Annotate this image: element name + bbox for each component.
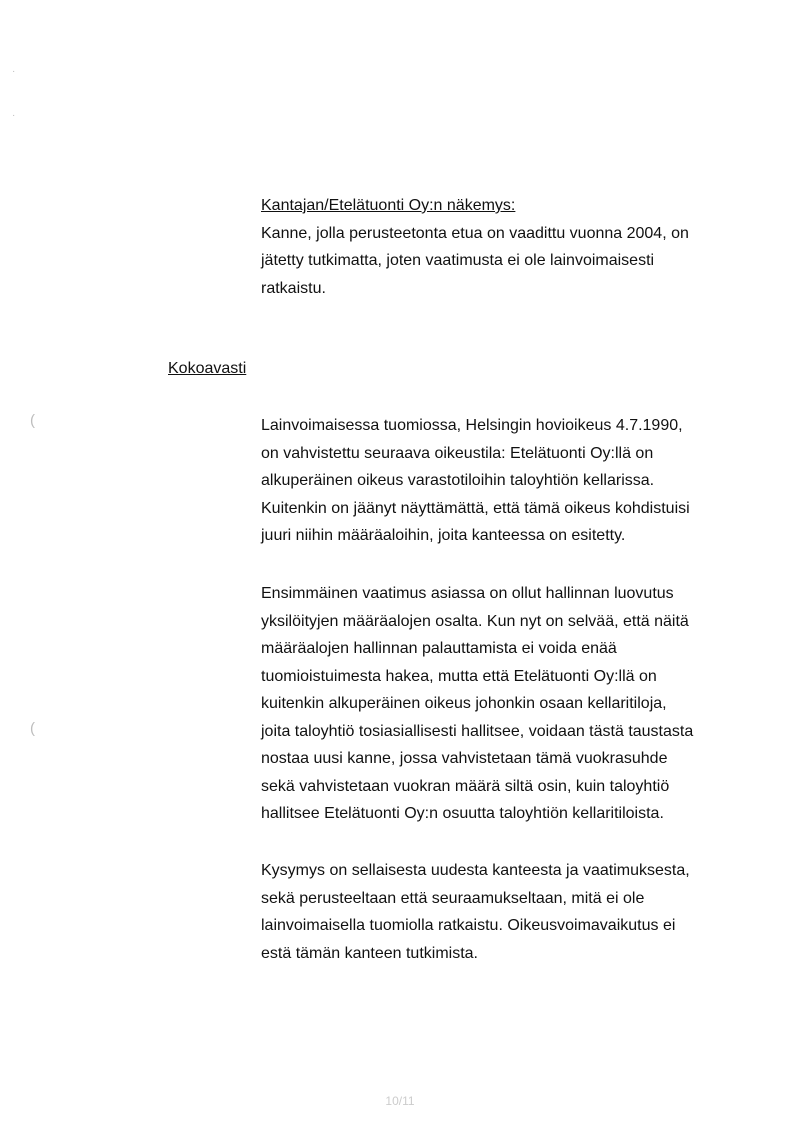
text-line: on vahvistettu seuraava oikeustila: Etelätuonti Oy:llä on: [261, 444, 654, 462]
text-line: lainvoimaisella tuomiolla ratkaistu. Oikeusvoimavaikutus ei: [261, 917, 676, 934]
section-heading: Kokoavasti: [168, 360, 247, 377]
text-line: estä tämän kanteen tutkimista.: [261, 944, 478, 962]
scan-speck: ·: [12, 110, 16, 121]
paragraph: [261, 412, 731, 550]
text-line: Kysymys on sellaisesta uudesta kanteesta ja vaatimuksesta,: [261, 862, 690, 879]
text-line: sekä perusteeltaan että seuraamukseltaan, mitä ei ole: [261, 889, 645, 907]
scan-speck: ·: [12, 66, 16, 77]
text-line: Lainvoimaisessa tuomiossa, Helsingin hovioikeus 4.7.1990,: [261, 417, 683, 434]
text-line: nostaa uusi kanne, jossa vahvistetaan tämä vuokrasuhde: [261, 750, 668, 767]
plaintiff-view-block: [261, 192, 731, 302]
text-line: yksilöityjen määräalojen osalta. Kun nyt on selvää, että näitä: [261, 612, 689, 630]
text-line: ratkaistu.: [261, 279, 326, 297]
paragraph: [261, 580, 731, 828]
text-line: juuri niihin määräaloihin, joita kanteessa on esitetty.: [261, 527, 626, 544]
text-line: alkuperäinen oikeus varastotiloihin taloyhtiön kellarissa.: [261, 472, 655, 489]
page-number: 10/11: [385, 1094, 415, 1108]
margin-mark: (: [30, 412, 35, 429]
text-line: Kanne, jolla perusteetonta etua on vaadittu vuonna 2004, on: [261, 224, 689, 242]
text-line: jätetty tutkimatta, joten vaatimusta ei ole lainvoimaisesti: [261, 252, 655, 269]
text-line: sekä vahvistetaan vuokran määrä siltä osin, kuin taloyhtiö: [261, 777, 670, 795]
text-line: määräalojen hallinnan palauttamista ei voida enää: [261, 640, 617, 657]
text-line: kuitenkin alkuperäinen oikeus johonkin osaan kellaritiloja,: [261, 695, 667, 712]
margin-mark: (: [30, 720, 35, 737]
text-line: tuomioistuimesta hakea, mutta että Etelätuonti Oy:llä on: [261, 667, 657, 685]
text-line: Ensimmäinen vaatimus asiassa on ollut hallinnan luovutus: [261, 585, 674, 602]
text-line: Kuitenkin on jäänyt näyttämättä, että tämä oikeus kohdistuisi: [261, 499, 690, 517]
plaintiff-view-heading: Kantajan/Etelätuonti Oy:n näkemys:: [261, 197, 516, 214]
paragraph: [261, 857, 731, 967]
text-line: hallitsee Etelätuonti Oy:n osuutta taloyhtiön kellaritiloista.: [261, 805, 664, 822]
text-line: joita taloyhtiö tosiasiallisesti hallitsee, voidaan tästä taustasta: [261, 722, 694, 740]
